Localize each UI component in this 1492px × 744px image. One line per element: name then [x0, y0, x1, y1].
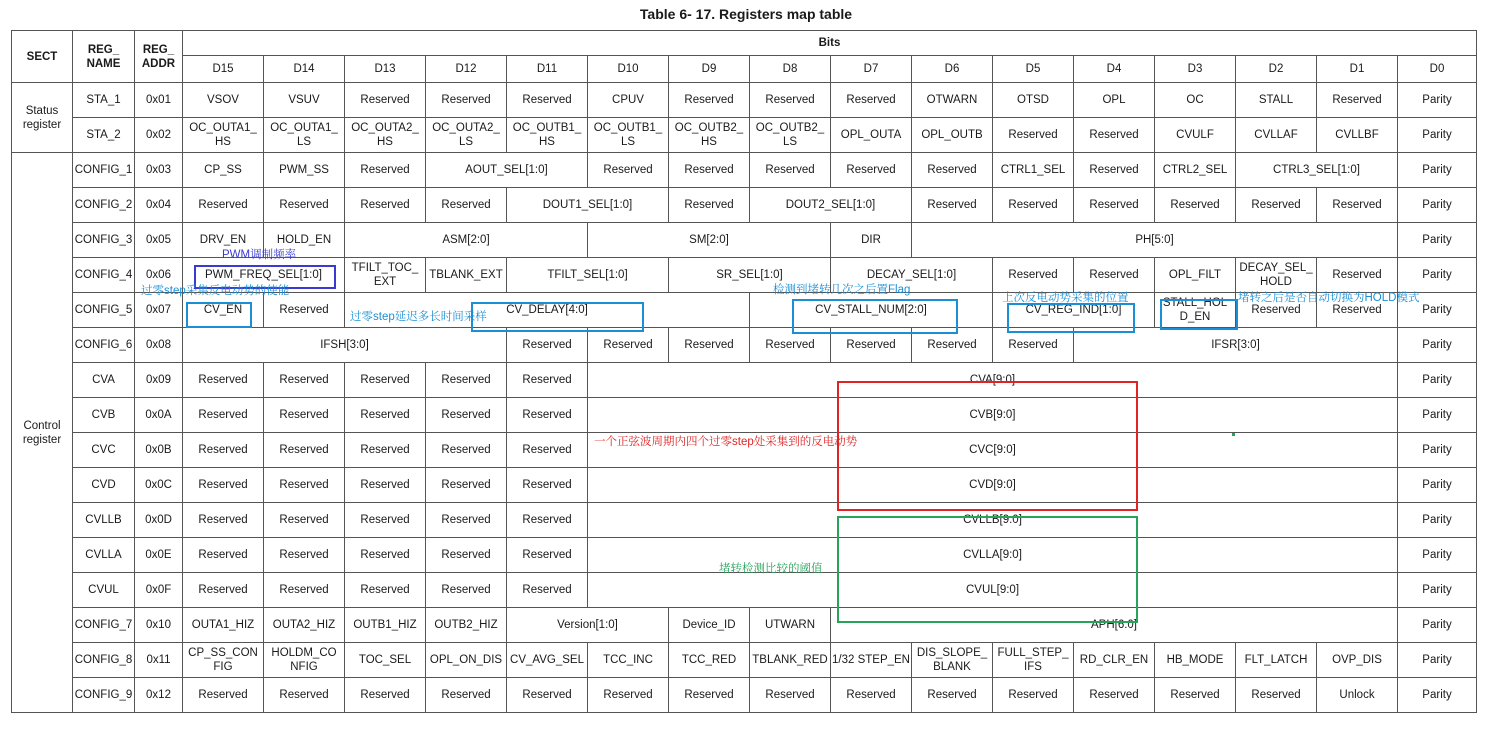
bit-field-cell: DOUT2_SEL[1:0] [750, 188, 912, 223]
bit-field-cell: SR_SEL[1:0] [669, 258, 831, 293]
bit-field-cell: Reserved [1317, 188, 1398, 223]
bit-field-cell: CVD[9:0] [588, 468, 1398, 503]
note-cv-thresholds: 堵转检测比较的阈值 [719, 563, 823, 575]
bit-field-cell: OPL_OUTB [912, 118, 993, 153]
bit-field-cell: DRV_EN [183, 223, 264, 258]
bit-field-cell: Unlock [1317, 678, 1398, 713]
register-row-cvd [12, 468, 1477, 503]
reg-name-cell: CVLLB [73, 503, 135, 538]
bit-field-cell: Parity [1398, 293, 1477, 328]
bit-field-cell: Reserved [183, 398, 264, 433]
bit-field-cell: OVP_DIS [1317, 643, 1398, 678]
bit-field-cell: Reserved [183, 363, 264, 398]
reg-addr-cell: 0x0A [135, 398, 183, 433]
reg-name-cell: CVD [73, 468, 135, 503]
bit-field-cell: Reserved [345, 153, 426, 188]
bit-field-cell: Reserved [264, 468, 345, 503]
reg-addr-cell: 0x0B [135, 433, 183, 468]
reg-addr-cell: 0x03 [135, 153, 183, 188]
bit-field-cell: STALL [1236, 83, 1317, 118]
reg-name-cell: CONFIG_3 [73, 223, 135, 258]
bit-field-cell: Reserved [264, 293, 345, 328]
reg-addr-cell: 0x0E [135, 538, 183, 573]
header-row-bits [12, 31, 1477, 56]
bit-field-cell: Reserved [669, 678, 750, 713]
bit-field-cell: DIS_SLOPE_ BLANK [912, 643, 993, 678]
bit-field-cell: Reserved [507, 433, 588, 468]
bit-field-cell: Parity [1398, 398, 1477, 433]
bit-field-cell: Reserved [669, 328, 750, 363]
bit-field-cell: Reserved [1074, 153, 1155, 188]
bit-field-cell: OPL_ON_DIS [426, 643, 507, 678]
section-control: Control register [12, 153, 73, 713]
bit-field-cell: CVA[9:0] [588, 363, 1398, 398]
bit-field-cell: PWM_SS [264, 153, 345, 188]
bit-field-cell: CV_DELAY[4:0] [345, 293, 750, 328]
bit-field-cell: TBLANK_EXT [426, 258, 507, 293]
bit-field-cell: Reserved [264, 678, 345, 713]
bit-field-cell: OC_OUTB2_ HS [669, 118, 750, 153]
cv-values-highlight-box [837, 381, 1138, 511]
bit-field-cell: Reserved [1074, 258, 1155, 293]
reg-addr-cell: 0x08 [135, 328, 183, 363]
reg-addr-cell: 0x02 [135, 118, 183, 153]
bit-field-cell: Reserved [507, 538, 588, 573]
bit-field-cell: Parity [1398, 678, 1477, 713]
reg-name-cell: CVUL [73, 573, 135, 608]
reg-addr-cell: 0x05 [135, 223, 183, 258]
bit-field-cell: Reserved [1074, 678, 1155, 713]
bit-field-cell: OUTB1_HIZ [345, 608, 426, 643]
bit-field-cell: Reserved [750, 83, 831, 118]
bit-field-cell: TBLANK_RED [750, 643, 831, 678]
section-status: Status register [12, 83, 73, 153]
bit-field-cell: Reserved [507, 678, 588, 713]
header-bit-d8: D8 [750, 56, 831, 83]
reg-addr-cell: 0x11 [135, 643, 183, 678]
bit-field-cell: OC_OUTA1_ LS [264, 118, 345, 153]
cv-thresholds-highlight-box [837, 516, 1138, 623]
bit-field-cell: CVULF [1155, 118, 1236, 153]
reg-name-cell: CONFIG_9 [73, 678, 135, 713]
header-reg-name: REG_ NAME [73, 31, 135, 83]
bit-field-cell: Reserved [264, 398, 345, 433]
reg-name-cell: CONFIG_5 [73, 293, 135, 328]
bit-field-cell: Reserved [1074, 188, 1155, 223]
register-row-config_8 [12, 643, 1477, 678]
bit-field-cell: Reserved [1317, 83, 1398, 118]
bit-field-cell: Reserved [426, 573, 507, 608]
reg-name-cell: CONFIG_1 [73, 153, 135, 188]
note-cv-stall-num: 检测到堵转几次之后置Flag [773, 284, 911, 296]
reg-name-cell: CVLLA [73, 538, 135, 573]
bit-field-cell: Reserved [426, 83, 507, 118]
bit-field-cell: Reserved [831, 328, 912, 363]
header-bit-d10: D10 [588, 56, 669, 83]
bit-field-cell: Reserved [750, 328, 831, 363]
header-bit-d14: D14 [264, 56, 345, 83]
header-bit-d0: D0 [1398, 56, 1477, 83]
bit-field-cell: Reserved [183, 503, 264, 538]
stall-hold-highlight-box [1160, 299, 1238, 330]
bit-field-cell: Reserved [993, 118, 1074, 153]
bit-field-cell: OTWARN [912, 83, 993, 118]
note-cv-values: 一个正弦波周期内四个过零step处采集到的反电动势 [594, 436, 858, 448]
bit-field-cell: Parity [1398, 258, 1477, 293]
bit-field-cell: Reserved [507, 363, 588, 398]
bit-field-cell: Reserved [993, 188, 1074, 223]
bit-field-cell: DECAY_SEL[1:0] [831, 258, 993, 293]
bit-field-cell: OC_OUTA2_ LS [426, 118, 507, 153]
bit-field-cell: Parity [1398, 328, 1477, 363]
header-row-bit-labels [12, 56, 1477, 83]
bit-field-cell: Reserved [507, 573, 588, 608]
bit-field-cell: FULL_STEP_ IFS [993, 643, 1074, 678]
bit-field-cell: Reserved [264, 433, 345, 468]
bit-field-cell: APH[6:0] [831, 608, 1398, 643]
bit-field-cell: 1/32 STEP_EN [831, 643, 912, 678]
bit-field-cell: Reserved [831, 153, 912, 188]
bit-field-cell: Reserved [183, 188, 264, 223]
stray-dot-marker [1232, 433, 1235, 436]
bit-field-cell: CPUV [588, 83, 669, 118]
bit-field-cell: OPL_FILT [1155, 258, 1236, 293]
header-bit-d1: D1 [1317, 56, 1398, 83]
reg-addr-cell: 0x09 [135, 363, 183, 398]
bit-field-cell: CTRL1_SEL [993, 153, 1074, 188]
cv-stall-num-highlight-box [792, 299, 958, 334]
header-reg-addr: REG_ ADDR [135, 31, 183, 83]
bit-field-cell: HOLDM_CO NFIG [264, 643, 345, 678]
bit-field-cell: Reserved [426, 398, 507, 433]
bit-field-cell: Reserved [912, 328, 993, 363]
reg-addr-cell: 0x12 [135, 678, 183, 713]
bit-field-cell: Reserved [426, 538, 507, 573]
bit-field-cell: OUTB2_HIZ [426, 608, 507, 643]
header-bit-d4: D4 [1074, 56, 1155, 83]
reg-name-cell: STA_1 [73, 83, 135, 118]
bit-field-cell: Reserved [588, 328, 669, 363]
reg-name-cell: CVA [73, 363, 135, 398]
bit-field-cell: HOLD_EN [264, 223, 345, 258]
bit-field-cell: Version[1:0] [507, 608, 669, 643]
bit-field-cell: OC_OUTA2_ HS [345, 118, 426, 153]
bit-field-cell: PWM_FREQ_SEL[1:0] [183, 258, 345, 293]
reg-addr-cell: 0x07 [135, 293, 183, 328]
register-row-config_6 [12, 328, 1477, 363]
register-row-config_1 [12, 153, 1477, 188]
bit-field-cell: OUTA2_HIZ [264, 608, 345, 643]
bit-field-cell: Reserved [993, 258, 1074, 293]
bit-field-cell: OC_OUTB1_ LS [588, 118, 669, 153]
bit-field-cell: DECAY_SEL_ HOLD [1236, 258, 1317, 293]
register-row-sta_2 [12, 118, 1477, 153]
header-bit-d5: D5 [993, 56, 1074, 83]
bit-field-cell: CV_STALL_NUM[2:0] [750, 293, 993, 328]
bit-field-cell: OPL_OUTA [831, 118, 912, 153]
register-row-config_7 [12, 608, 1477, 643]
register-row-cvul [12, 573, 1477, 608]
bit-field-cell: Reserved [264, 573, 345, 608]
bit-field-cell: CVUL[9:0] [588, 573, 1398, 608]
register-row-config_2 [12, 188, 1477, 223]
bit-field-cell: Reserved [1155, 678, 1236, 713]
bit-field-cell: Parity [1398, 468, 1477, 503]
bit-field-cell: Reserved [912, 678, 993, 713]
bit-field-cell: Reserved [426, 363, 507, 398]
bit-field-cell: Reserved [183, 468, 264, 503]
bit-field-cell: Device_ID [669, 608, 750, 643]
note-pwm-freq: PWM调制频率 [222, 249, 297, 261]
bit-field-cell: Reserved [345, 398, 426, 433]
bit-field-cell: Reserved [993, 328, 1074, 363]
bit-field-cell: Reserved [345, 188, 426, 223]
bit-field-cell: Reserved [993, 678, 1074, 713]
bit-field-cell: CV_EN [183, 293, 264, 328]
reg-name-cell: CONFIG_4 [73, 258, 135, 293]
reg-name-cell: CONFIG_6 [73, 328, 135, 363]
header-sect: SECT [12, 31, 73, 83]
bit-field-cell: Reserved [183, 678, 264, 713]
bit-field-cell: VSOV [183, 83, 264, 118]
bit-field-cell: Reserved [669, 153, 750, 188]
bit-field-cell: Reserved [669, 83, 750, 118]
bit-field-cell: Parity [1398, 538, 1477, 573]
bit-field-cell: Reserved [1236, 188, 1317, 223]
bit-field-cell: Reserved [426, 433, 507, 468]
bit-field-cell: IFSR[3:0] [1074, 328, 1398, 363]
bit-field-cell: Parity [1398, 608, 1477, 643]
bit-field-cell: Reserved [507, 503, 588, 538]
bit-field-cell: Reserved [588, 153, 669, 188]
bit-field-cell: TCC_RED [669, 643, 750, 678]
bit-field-cell: Parity [1398, 503, 1477, 538]
reg-addr-cell: 0x01 [135, 83, 183, 118]
table-title: Table 6- 17. Registers map table [639, 6, 853, 22]
bit-field-cell: Reserved [426, 188, 507, 223]
bit-field-cell: Reserved [345, 503, 426, 538]
bit-field-cell: CVC[9:0] [588, 433, 1398, 468]
bit-field-cell: Reserved [345, 468, 426, 503]
bit-field-cell: Reserved [750, 153, 831, 188]
bit-field-cell: Reserved [750, 678, 831, 713]
header-bit-d2: D2 [1236, 56, 1317, 83]
bit-field-cell: TOC_SEL [345, 643, 426, 678]
bit-field-cell: Parity [1398, 118, 1477, 153]
bit-field-cell: Reserved [1236, 293, 1317, 328]
register-row-config_9 [12, 678, 1477, 713]
bit-field-cell: Parity [1398, 363, 1477, 398]
reg-addr-cell: 0x10 [135, 608, 183, 643]
bit-field-cell: CVLLAF [1236, 118, 1317, 153]
bit-field-cell: VSUV [264, 83, 345, 118]
bit-field-cell: Reserved [1074, 118, 1155, 153]
bit-field-cell: Reserved [426, 503, 507, 538]
bit-field-cell: Reserved [345, 573, 426, 608]
reg-name-cell: CVB [73, 398, 135, 433]
header-bit-d3: D3 [1155, 56, 1236, 83]
cv-reg-ind-highlight-box [1007, 303, 1135, 333]
reg-addr-cell: 0x0F [135, 573, 183, 608]
bit-field-cell: HB_MODE [1155, 643, 1236, 678]
reg-name-cell: CONFIG_2 [73, 188, 135, 223]
bit-field-cell: CVLLA[9:0] [588, 538, 1398, 573]
bit-field-cell: Reserved [1155, 188, 1236, 223]
bit-field-cell: Reserved [345, 678, 426, 713]
bit-field-cell: DOUT1_SEL[1:0] [507, 188, 669, 223]
bit-field-cell: Reserved [912, 153, 993, 188]
bit-field-cell: Parity [1398, 433, 1477, 468]
bit-field-cell: TFILT_TOC_ EXT [345, 258, 426, 293]
bit-field-cell: Reserved [426, 468, 507, 503]
header-bit-d13: D13 [345, 56, 426, 83]
bit-field-cell: Reserved [345, 363, 426, 398]
bit-field-cell: Reserved [183, 433, 264, 468]
bit-field-cell: DIR [831, 223, 912, 258]
reg-addr-cell: 0x0C [135, 468, 183, 503]
bit-field-cell: Reserved [264, 363, 345, 398]
bit-field-cell: CV_AVG_SEL [507, 643, 588, 678]
bit-field-cell: Parity [1398, 223, 1477, 258]
bit-field-cell: Reserved [1317, 258, 1398, 293]
bit-field-cell: Reserved [831, 83, 912, 118]
bit-field-cell: Parity [1398, 573, 1477, 608]
note-cv-en: 过零step采集反电动势的使能 [141, 285, 290, 297]
cv-delay-highlight-box [471, 302, 644, 332]
bit-field-cell: Reserved [345, 83, 426, 118]
bit-field-cell: OPL [1074, 83, 1155, 118]
bit-field-cell: CVLLB[9:0] [588, 503, 1398, 538]
bit-field-cell: CTRL2_SEL [1155, 153, 1236, 188]
bit-field-cell: Parity [1398, 188, 1477, 223]
bit-field-cell: CP_SS [183, 153, 264, 188]
bit-field-cell: Reserved [507, 83, 588, 118]
bit-field-cell: SM[2:0] [588, 223, 831, 258]
bit-field-cell: OC_OUTB2_ LS [750, 118, 831, 153]
bit-field-cell: STALL_HOL D_EN [1155, 293, 1236, 328]
bit-field-cell: AOUT_SEL[1:0] [426, 153, 588, 188]
bit-field-cell: Reserved [264, 188, 345, 223]
bit-field-cell: OUTA1_HIZ [183, 608, 264, 643]
reg-name-cell: CVC [73, 433, 135, 468]
bit-field-cell: Reserved [507, 328, 588, 363]
bit-field-cell: CVLLBF [1317, 118, 1398, 153]
bit-field-cell: Reserved [1317, 293, 1398, 328]
register-row-cvllb [12, 503, 1477, 538]
bit-field-cell: ASM[2:0] [345, 223, 588, 258]
reg-addr-cell: 0x04 [135, 188, 183, 223]
header-bits: Bits [183, 31, 1477, 56]
bit-field-cell: Reserved [426, 678, 507, 713]
bit-field-cell: IFSH[3:0] [183, 328, 507, 363]
note-cv-delay: 过零step延迟多长时间采样 [350, 311, 487, 323]
bit-field-cell: OTSD [993, 83, 1074, 118]
bit-field-cell: Reserved [507, 398, 588, 433]
bit-field-cell: FLT_LATCH [1236, 643, 1317, 678]
header-bit-d11: D11 [507, 56, 588, 83]
bit-field-cell: Reserved [912, 188, 993, 223]
bit-field-cell: Reserved [831, 678, 912, 713]
bit-field-cell: TFILT_SEL[1:0] [507, 258, 669, 293]
header-bit-d12: D12 [426, 56, 507, 83]
reg-name-cell: CONFIG_8 [73, 643, 135, 678]
register-row-sta_1 [12, 83, 1477, 118]
bit-field-cell: CV_REG_IND[1:0] [993, 293, 1155, 328]
reg-name-cell: STA_2 [73, 118, 135, 153]
bit-field-cell: Reserved [264, 503, 345, 538]
register-map-table [11, 30, 1477, 713]
note-stall-hold: 堵转之后是否自动切换为HOLD模式 [1238, 292, 1420, 304]
bit-field-cell: TCC_INC [588, 643, 669, 678]
note-cv-reg-ind: 上次反电动势采集的位置 [1002, 292, 1129, 304]
reg-addr-cell: 0x06 [135, 258, 183, 293]
bit-field-cell: CTRL3_SEL[1:0] [1236, 153, 1398, 188]
bit-field-cell: Parity [1398, 153, 1477, 188]
cv-en-highlight-box [186, 302, 252, 328]
register-row-cvb [12, 398, 1477, 433]
bit-field-cell: CP_SS_CON FIG [183, 643, 264, 678]
bit-field-cell: Reserved [1236, 678, 1317, 713]
bit-field-cell: OC_OUTA1_ HS [183, 118, 264, 153]
header-bit-d6: D6 [912, 56, 993, 83]
bit-field-cell: RD_CLR_EN [1074, 643, 1155, 678]
header-bit-d15: D15 [183, 56, 264, 83]
register-row-cva [12, 363, 1477, 398]
bit-field-cell: CVB[9:0] [588, 398, 1398, 433]
reg-name-cell: CONFIG_7 [73, 608, 135, 643]
bit-field-cell: Parity [1398, 643, 1477, 678]
reg-addr-cell: 0x0D [135, 503, 183, 538]
bit-field-cell: Reserved [345, 538, 426, 573]
header-bit-d9: D9 [669, 56, 750, 83]
bit-field-cell: Reserved [507, 468, 588, 503]
bit-field-cell: Reserved [183, 573, 264, 608]
bit-field-cell: Reserved [264, 538, 345, 573]
bit-field-cell: Parity [1398, 83, 1477, 118]
bit-field-cell: Reserved [345, 433, 426, 468]
header-bit-d7: D7 [831, 56, 912, 83]
bit-field-cell: OC_OUTB1_ HS [507, 118, 588, 153]
bit-field-cell: Reserved [183, 538, 264, 573]
bit-field-cell: PH[5:0] [912, 223, 1398, 258]
bit-field-cell: OC [1155, 83, 1236, 118]
bit-field-cell: Reserved [588, 678, 669, 713]
bit-field-cell: Reserved [669, 188, 750, 223]
bit-field-cell: UTWARN [750, 608, 831, 643]
